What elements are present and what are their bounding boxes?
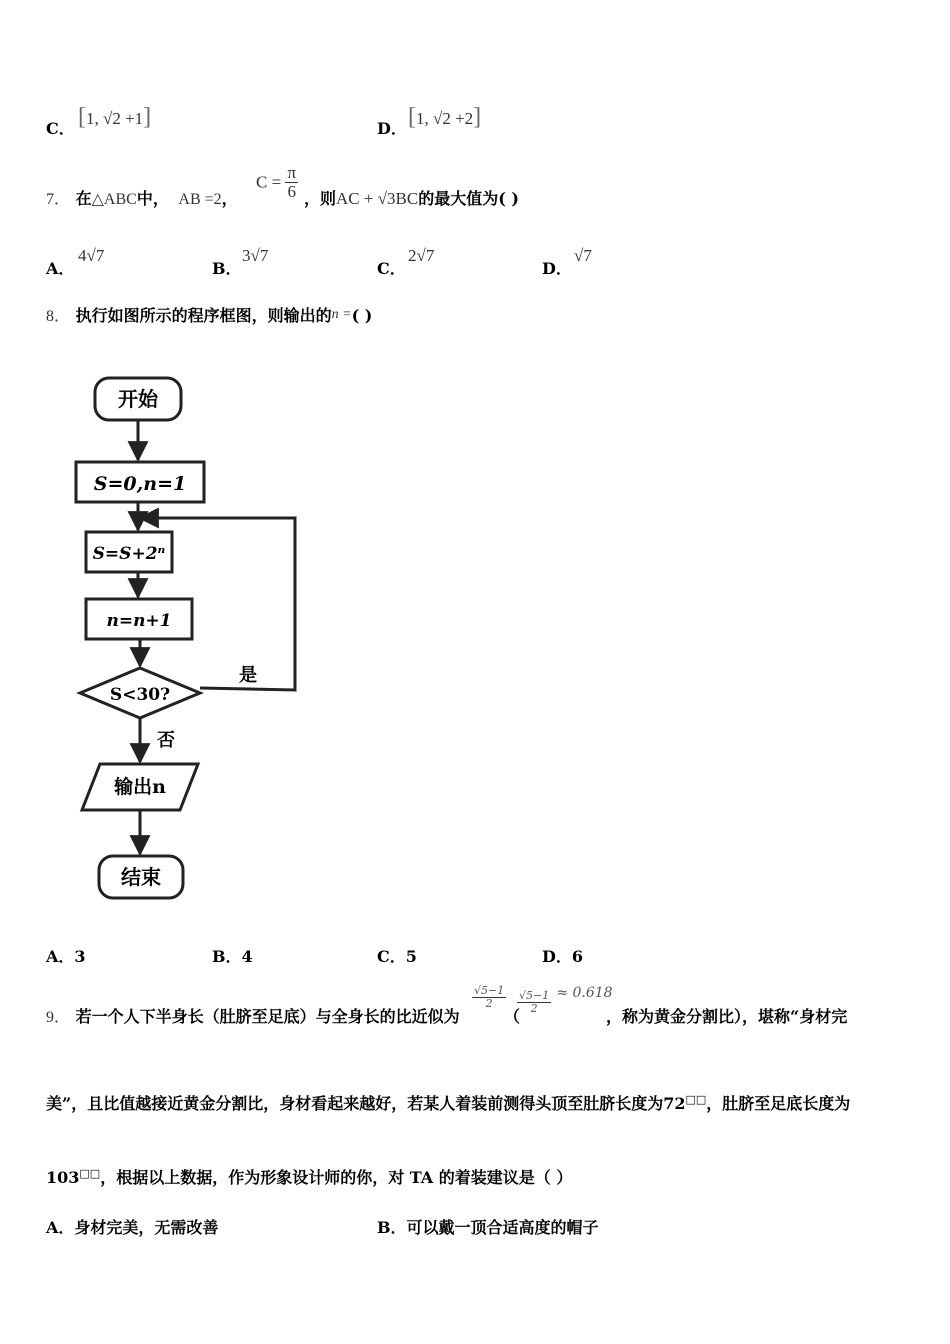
q6-option-d [377, 116, 407, 139]
q9-line1: 9． 若一个人下半身长（肚脐至足底）与全身长的比近似为 [46, 1007, 460, 1026]
q6-option-c-label: C． [46, 119, 75, 138]
q7-stem-tail: ，则AC + √3BC的最大值为( ) [304, 189, 519, 208]
flow-init-label: S=0,n=1 [93, 473, 187, 495]
flow-no-label: 否 [157, 730, 175, 751]
q8-var: n = [331, 307, 352, 322]
q7-stem: 7． 在△ABC中， AB =2， [46, 189, 238, 208]
q9-option-b: B．可以戴一顶合适高度的帽子 [377, 1218, 599, 1237]
q9-line1-tail: ，称为黄金分割比），堪称“身材完 [606, 1007, 848, 1026]
q8-number: 8． [46, 308, 71, 325]
q9-number: 9． [46, 1009, 71, 1026]
q7-ab: AB =2 [178, 191, 222, 208]
q6-option-c-value: [1, √2 +1] [78, 104, 152, 130]
q7-angle-c: C = $\frac{\pi}{6}$ [256, 163, 297, 201]
flow-step1-label: S=S+2ⁿ [92, 544, 166, 564]
q7-pi: π [287, 163, 297, 182]
q7-option-d: D． [542, 259, 572, 278]
q9-frac-2: $\frac{√5-1}{2}$ ≈ 0.618 [519, 985, 613, 1015]
q9-frac-1: $\frac{√5-1}{2}$ [474, 984, 505, 1010]
q6-option-d-label: D． [377, 119, 407, 138]
q9-paren: （ [504, 1007, 521, 1026]
q6-option-c [46, 116, 75, 139]
q8-flowchart [70, 368, 310, 908]
q7-option-a-value: 4√7 [78, 246, 105, 265]
q7-triangle: △ABC [91, 191, 137, 208]
q7-option-a: A． [46, 259, 75, 278]
q9-option-a: A．身材完美，无需改善 [46, 1218, 219, 1237]
flow-yes-label: 是 [239, 665, 257, 686]
q6-option-d-value: [1, √2 +2] [408, 104, 482, 130]
flow-output-label: 输出n [114, 776, 166, 798]
q7-option-c-value: 2√7 [408, 246, 435, 265]
q7-expr: AC + √3BC [336, 189, 419, 208]
q8-option-d: D．6 [542, 947, 584, 966]
q7-option-b-value: 3√7 [242, 246, 269, 265]
q8-option-c: C．5 [377, 947, 417, 966]
flow-step2-label: n=n+1 [106, 611, 172, 631]
q7-option-c: C． [377, 259, 406, 278]
q7-number: 7． [46, 191, 71, 208]
q9-line3: 103□□，根据以上数据，作为形象设计师的你，对 TA 的着装建议是（ ） [46, 1167, 573, 1187]
flow-cond-label: S<30? [109, 685, 171, 705]
q9-line2: 美”，且比值越接近黄金分割比，身材看起来越好，若某人着装前测得头顶至肚脐长度为72□□，肚脐至足底长度为 [46, 1093, 851, 1113]
flow-end-label: 结束 [121, 865, 161, 889]
q8-option-b: B．4 [212, 947, 253, 966]
q7-option-b: B． [212, 259, 242, 278]
q8-stem: 8． 执行如图所示的程序框图，则输出的n =( ) [46, 306, 373, 325]
q7-option-d-value: √7 [574, 246, 592, 265]
q8-option-a: A．3 [46, 947, 86, 966]
flow-start-label: 开始 [118, 387, 158, 411]
q7-six: 6 [287, 181, 296, 201]
q9-approx: ≈ 0.618 [556, 985, 613, 1001]
